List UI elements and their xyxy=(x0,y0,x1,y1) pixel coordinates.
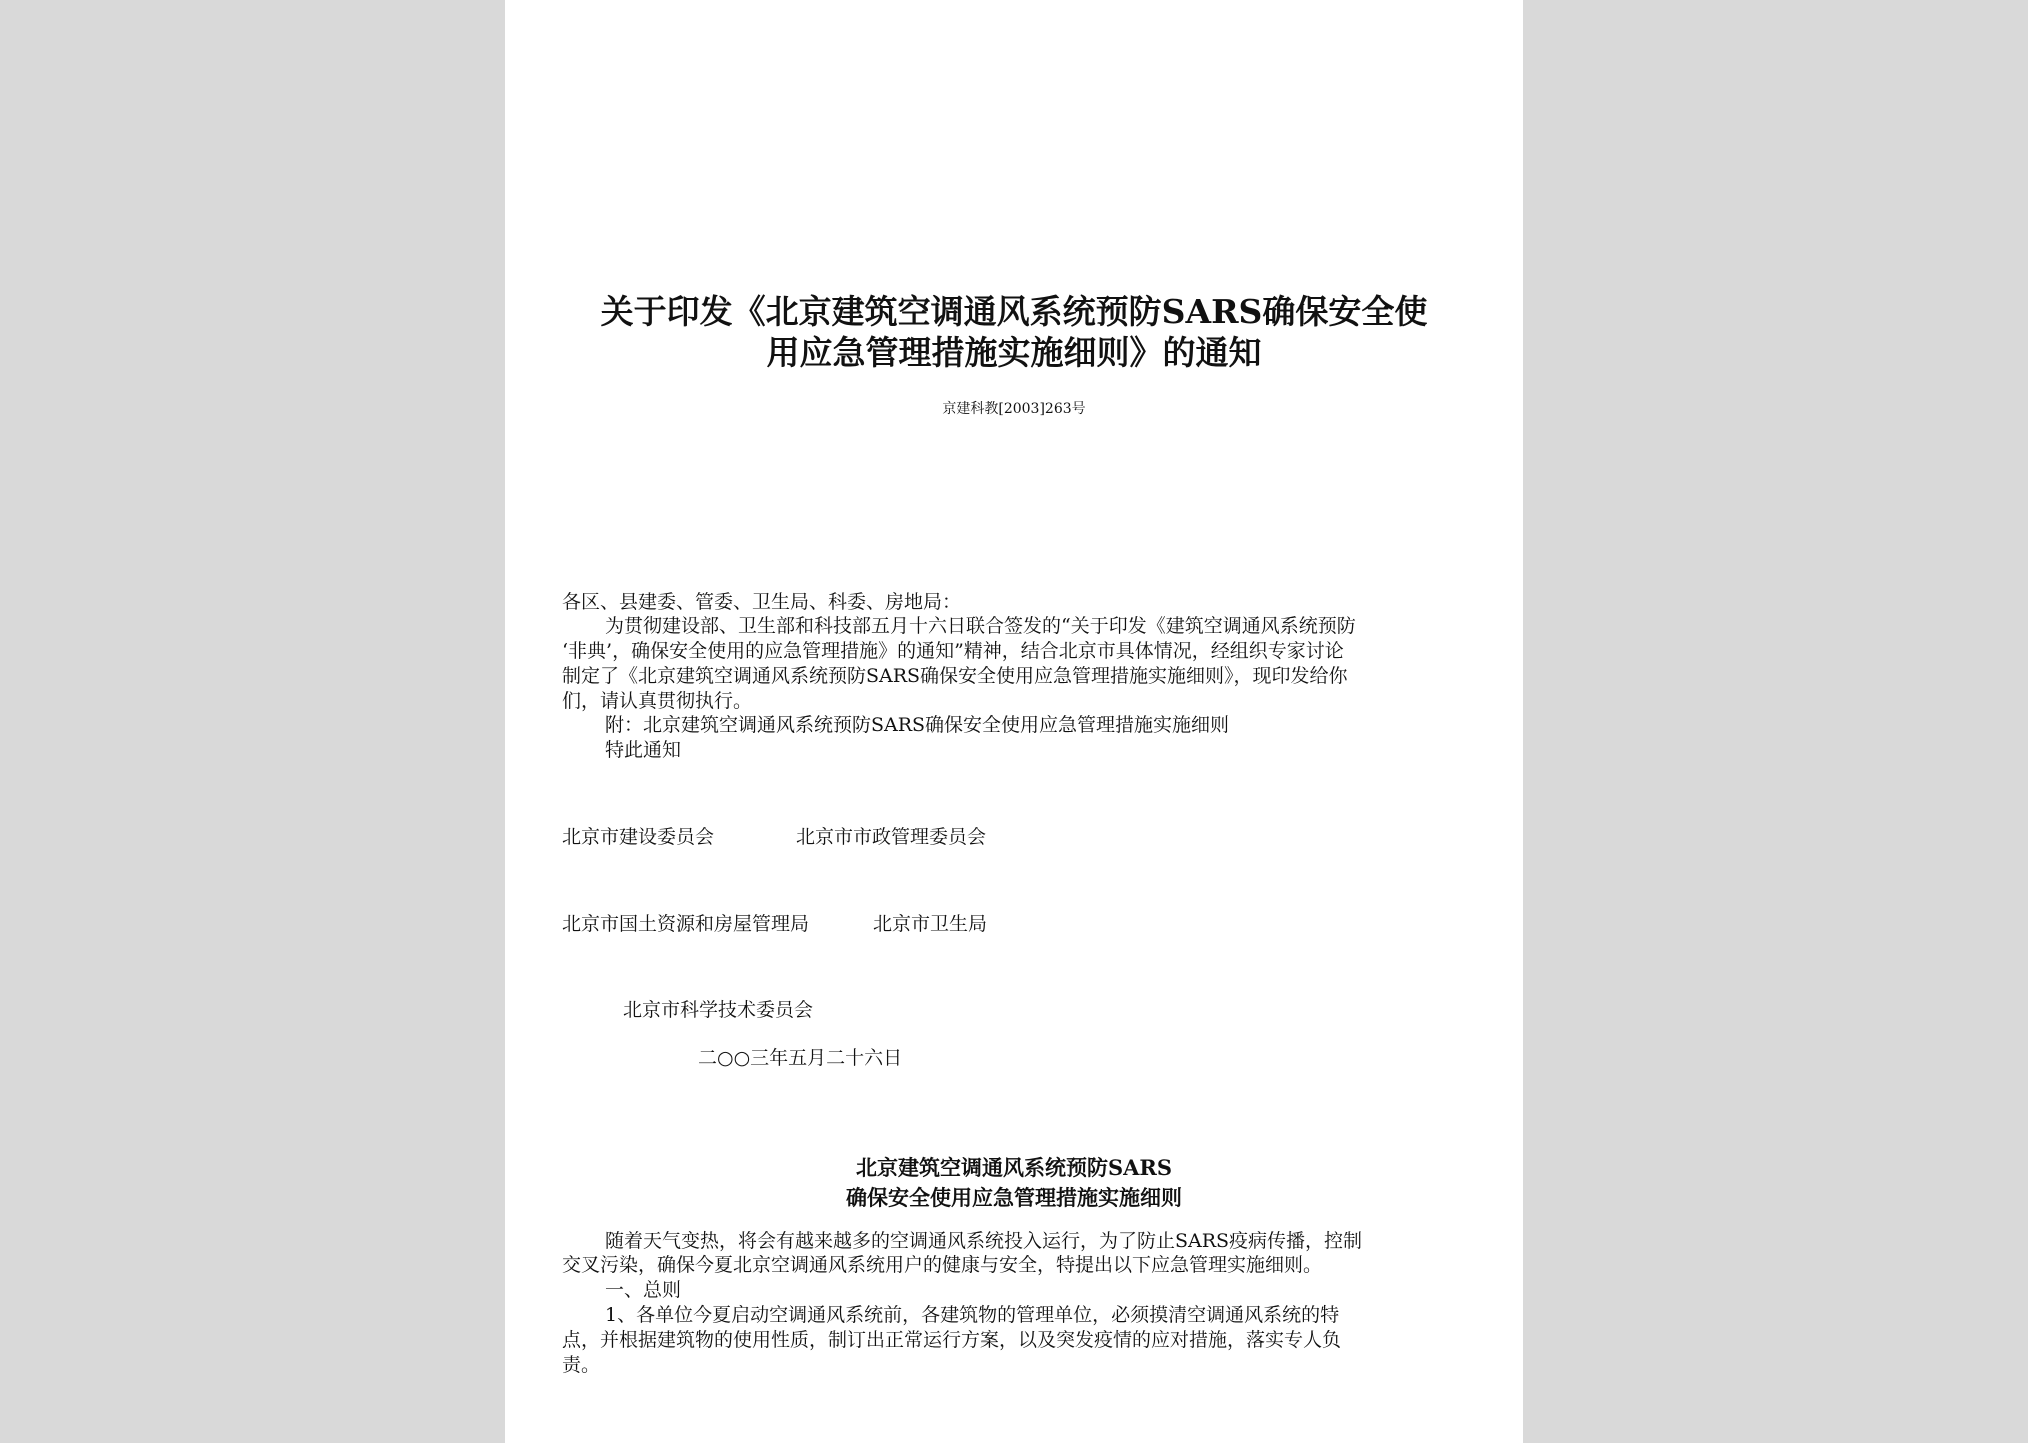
signatory-municipal-commission: 北京市市政管理委员会 xyxy=(796,826,987,848)
attachment-line: 附：北京建筑空调通风系统预防SARS确保安全使用应急管理措施实施细则 xyxy=(605,714,1230,736)
notice-title-line2: 用应急管理措施实施细则》的通知 xyxy=(766,333,1262,372)
issue-date: 二○○三年五月二十六日 xyxy=(698,1047,903,1069)
signatory-health-bureau: 北京市卫生局 xyxy=(873,913,988,935)
rules-title-line2: 确保安全使用应急管理措施实施细则 xyxy=(846,1185,1182,1210)
paragraph-line: 们，请认真贯彻执行。 xyxy=(562,690,753,712)
signatory-land-housing-bureau: 北京市国土资源和房屋管理局 xyxy=(562,913,810,935)
signatory-construction-commission: 北京市建设委员会 xyxy=(562,826,715,848)
addressee: 各区、县建委、管委、卫生局、科委、房地局： xyxy=(562,591,962,613)
rules-item-line: 责。 xyxy=(562,1354,601,1376)
paragraph-line: ‘非典’，确保安全使用的应急管理措施》的通知”精神，结合北京市具体情况，经组织专家讨论 xyxy=(562,640,1344,662)
section-heading: 一、总则 xyxy=(605,1279,682,1301)
closing-line: 特此通知 xyxy=(605,739,682,761)
rules-item-line: 点，并根据建筑物的使用性质，制订出正常运行方案，以及突发疫情的应对措施，落实专人负 xyxy=(562,1329,1342,1351)
document-page xyxy=(505,0,1523,1443)
paragraph-line: 制定了《北京建筑空调通风系统预防SARS确保安全使用应急管理措施实施细则》，现印发给你 xyxy=(562,665,1348,687)
paragraph-line: 为贯彻建设部、卫生部和科技部五月十六日联合签发的“关于印发《建筑空调通风系统预防 xyxy=(605,615,1356,637)
document-number: 京建科教[2003]263号 xyxy=(942,401,1086,417)
rules-title-line1: 北京建筑空调通风系统预防SARS xyxy=(855,1155,1173,1180)
rules-intro-line: 交叉污染，确保今夏北京空调通风系统用户的健康与安全，特提出以下应急管理实施细则。 xyxy=(562,1254,1323,1276)
signatory-science-commission: 北京市科学技术委员会 xyxy=(623,999,814,1021)
rules-intro-line: 随着天气变热，将会有越来越多的空调通风系统投入运行，为了防止SARS疫病传播，控制 xyxy=(605,1230,1363,1252)
notice-title-line1: 关于印发《北京建筑空调通风系统预防SARS确保安全使 xyxy=(600,292,1428,331)
rules-item-line: 1、各单位今夏启动空调通风系统前，各建筑物的管理单位，必须摸清空调通风系统的特 xyxy=(605,1304,1340,1326)
